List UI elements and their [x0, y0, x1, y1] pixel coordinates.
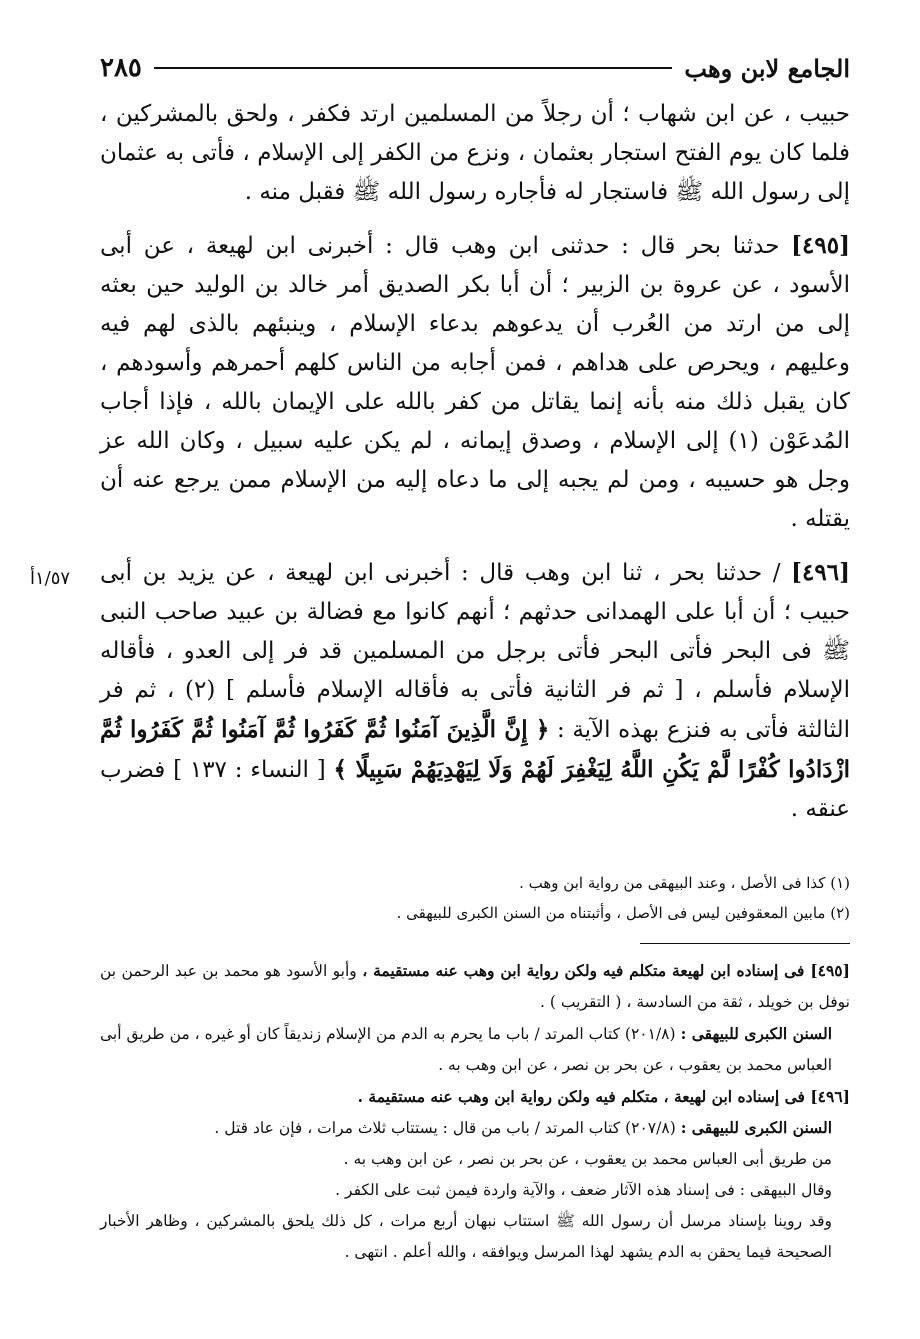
editor-commentary	[100, 955, 850, 1268]
header-title: الجامع لابن وهب	[684, 53, 850, 83]
page-number: ٢٨٥	[100, 53, 142, 83]
main-text	[100, 95, 850, 829]
paragraph-continuation: حبيب ، عن ابن شهاب ؛ أن رجلاً من المسلمين ارتد فكفر ، ولحق بالمشركين ، فلما كان يوم الفتح استجار بعثمان ، ونزع من الكفر إلى الإسلام ، فأتى به عثمان إلى رسول الله ﷺ فاستجار له فأجاره رسول الله ﷺ فقبل منه .	[100, 101, 850, 205]
hadith-number: [٤٩٦]	[791, 559, 850, 586]
header-rule	[154, 67, 673, 69]
hadith-496	[100, 553, 850, 829]
verse-reference: [ النساء : ١٣٧ ] فضرب عنقه .	[100, 757, 850, 822]
commentary-496: [٤٩٦] فى إسناده ابن لهيعة ، متكلم فيه ولكن رواية ابن وهب عنه مستقيمة .	[357, 1087, 850, 1106]
quran-verse: ﴿ إِنَّ الَّذِينَ آمَنُوا ثُمَّ كَفَرُوا ثُمَّ آمَنُوا ثُمَّ كَفَرُوا ثُمَّ ازْدَادُوا كُفْرًا لَّمْ يَكُنِ اللَّهُ لِيَغْفِرَ لَهُمْ وَلَا لِيَهْدِيَهُمْ سَبِيلًا ﴾	[100, 716, 850, 783]
running-header	[100, 48, 850, 88]
commentary-separator	[640, 943, 850, 944]
footnotes	[100, 868, 850, 928]
commentary-lead: [٤٩٥] فى إسناده ابن لهيعة متكلم فيه ولكن رواية ابن وهب عنه مستقيمة ،	[362, 961, 850, 980]
commentary-496-source	[100, 1112, 850, 1144]
commentary-line: وقال البيهقى : فى إسناد هذه الآثار ضعف ، والآية واردة فيمن ثبت على الكفر .	[335, 1181, 832, 1199]
footnote-2: (٢) مابين المعقوفين ليس فى الأصل ، وأثبتناه من السنن الكبرى للبيهقى .	[396, 904, 850, 922]
hadith-495	[100, 226, 850, 539]
commentary-495-source	[100, 1018, 850, 1081]
hadith-text: حدثنا بحر قال : حدثنى ابن وهب قال : أخبرنى ابن لهيعة ، عن أبى الأسود ، عن عروة بن الزبير ؛ أن أبا بكر الصديق أمر خالد بن الوليد حين بعثه إلى من ارتد من العُرب أن يدعوهم بدعاء الإسلام ، وينبئهم بالذى لهم فيه وعليهم ، ويحرص على هداهم ، فمن أجابه من الناس كلهم أحمرهم وأسودهم ، كان يقبل ذلك منه بأنه إنما يقاتل من كفر بالله على الإيمان بالله ، فإذا أجاب المُدعَوْن (١) إلى الإسلام ، وصدق إيمانه ، لم يكن عليه سبيل ، وكان الله عز وجل هو حسيبه ، ومن لم يجبه إلى ما دعاه إليه من الإسلام ممن يرجع عنه أن يقتله .	[100, 233, 850, 532]
margin-folio-note: ١/٥٧أ	[30, 568, 71, 589]
commentary-line: وقد روينا بإسناد مرسل أن رسول الله ﷺ استتاب نبهان أربع مرات ، كل ذلك يلحق بالمشركين ، وظاهر الأخبار الصحيحة فيما يحقن به الدم يشهد لهذا المرسل ويوافقه ، والله أعلم . انتهى .	[100, 1212, 832, 1261]
commentary-495	[100, 955, 850, 1018]
hadith-text: / حدثنا بحر ، ثنا ابن وهب قال : أخبرنى ابن لهيعة ، عن يزيد بن أبى حبيب ؛ أن أبا على الهمدانى حدثهم ؛ أنهم كانوا مع فضالة بن عبيد صاحب النبى ﷺ فى البحر فأتى البحر فأتى برجل من المسلمين قد فر إلى العدو ، فأقاله الإسلام فأسلم ، [ ثم فر الثانية فأتى به فأقاله الإسلام فأسلم ] (٢) ، ثم فر الثالثة فأتى به فنزع بهذه الآية :	[100, 560, 851, 743]
source-title: السنن الكبرى للبيهقى :	[680, 1024, 832, 1043]
source-title: السنن الكبرى للبيهقى :	[680, 1118, 832, 1137]
source-text: (٢٠٧/٨) كتاب المرتد / باب من قال : يستتاب ثلاث مرات ، فإن عاد قتل .	[214, 1119, 676, 1137]
hadith-number: [٤٩٥]	[791, 232, 850, 259]
source-text: (٢٠١/٨) كتاب المرتد / باب ما يحرم به الدم من الإسلام زنديقاً كان أو غيره ، من طريق أبى العباس محمد بن يعقوب ، عن بحر بن نصر ، عن ابن وهب به .	[100, 1025, 832, 1074]
footnote-1: (١) كذا فى الأصل ، وعند البيهقى من رواية ابن وهب .	[519, 874, 850, 892]
commentary-text: وأبو الأسود هو محمد بن عبد الرحمن بن نوفل بن خويلد ، ثقة من السادسة ، ( التقريب ) .	[100, 962, 850, 1011]
commentary-line: من طريق أبى العباس محمد بن يعقوب ، عن بحر بن نصر ، عن ابن وهب به .	[343, 1150, 832, 1168]
